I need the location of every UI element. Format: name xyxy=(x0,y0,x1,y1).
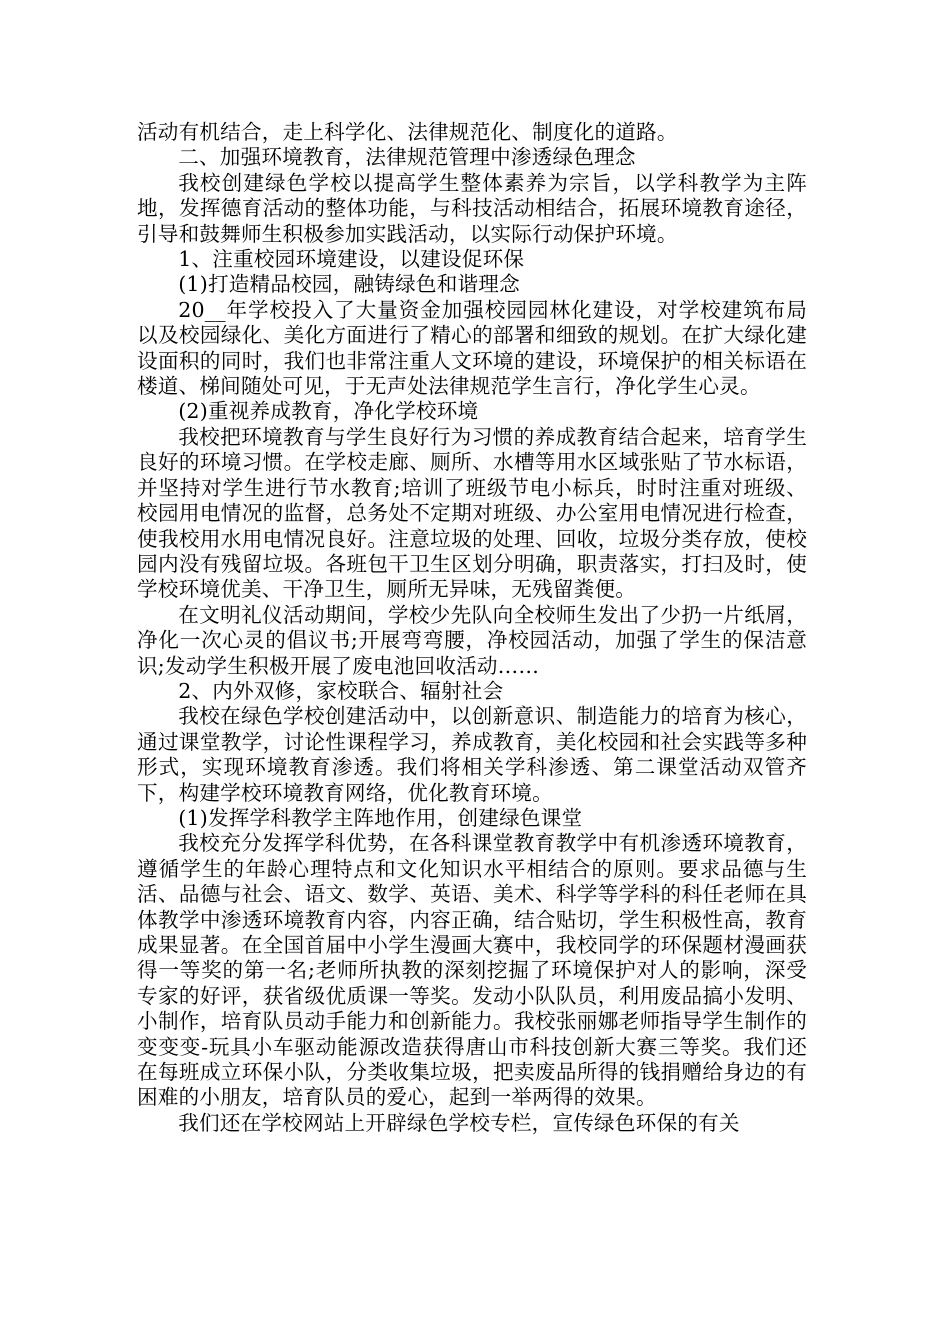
section-heading-2: 二、加强环境教育，法律规范管理中渗透绿色理念 xyxy=(178,145,636,170)
paragraph-truncated: 我们还在学校网站上开辟绿色学校专栏，宣传绿色环保的有关 xyxy=(178,1110,740,1135)
item-heading-1: (1)打造精品校园，融铸绿色和谐理念 xyxy=(178,272,520,297)
paragraph: 我校把环境教育与学生良好行为习惯的养成教育结合起来，培育学生良好的环境习惯。在学校走廊、厕所、水槽等用水区域张贴了节水标语，并坚持对学生进行节水教育;培训了班级节电小标兵，时时注重对班级、校园用电情况的监督，总务处不定期对班级、办公室用电情况进行检查，使我校用水用电情况良好。注意垃圾的处理、回收，垃圾分类存放，使校园内没有残留垃圾。各班包干卫生区划分明确，职责落实，打扫及时，使学校环境优美、干净卫生，厕所无异味，无残留粪便。 xyxy=(137,424,807,602)
item-heading-2: (2)重视养成教育，净化学校环境 xyxy=(178,399,479,424)
document-body xyxy=(137,120,807,1136)
paragraph-continuation: 活动有机结合，走上科学化、法律规范化、制度化的道路。 xyxy=(137,120,678,144)
paragraph: 我校创建绿色学校以提高学生整体素养为宗旨，以学科教学为主阵地，发挥德育活动的整体功能，与科技活动相结合，拓展环境教育途径，引导和鼓舞师生积极参加实践活动，以实际行动保护环境。 xyxy=(137,170,807,246)
paragraph: 在文明礼仪活动期间，学校少先队向全校师生发出了少扔一片纸屑，净化一次心灵的倡议书;开展弯弯腰，净校园活动，加强了学生的保洁意识;发动学生积极开展了废电池回收活动…… xyxy=(137,602,807,678)
paragraph: 我校在绿色学校创建活动中，以创新意识、制造能力的培育为核心，通过课堂教学，讨论性课程学习，养成教育，美化校园和社会实践等多种形式，实现环境教育渗透。我们将相关学科渗透、第二课堂活动双管齐下，构建学校环境教育网络，优化教育环境。 xyxy=(137,704,807,805)
paragraph: 我校充分发挥学科优势，在各科课堂教育教学中有机渗透环境教育，遵循学生的年龄心理特点和文化知识水平相结合的原则。要求品德与生活、品德与社会、语文、数学、英语、美术、科学等学科的科任老师在具体教学中渗透环境教育内容，内容正确，结合贴切，学生积极性高，教育成果显著。在全国首届中小学生漫画大赛中，我校同学的环保题材漫画获得一等奖的第一名;老师所执教的深刻挖掘了环境保护对人的影响，深受专家的好评，获省级优质课一等奖。发动小队队员，利用废品搞小发明、小制作，培育队员动手能力和创新能力。我校张丽娜老师指导学生制作的变变变-玩具小车驱动能源改造获得唐山市科技创新大赛三等奖。我们还在每班成立环保小队，分类收集垃圾，把卖废品所得的钱捐赠给身边的有困难的小朋友，培育队员的爱心，起到一举两得的效果。 xyxy=(137,831,807,1110)
item-heading-1: (1)发挥学科教学主阵地作用，创建绿色课堂 xyxy=(178,805,583,830)
paragraph: 20__年学校投入了大量资金加强校园园林化建设，对学校建筑布局以及校园绿化、美化方面进行了精心的部署和细致的规划。在扩大绿化建设面积的同时，我们也非常注重人文环境的建设，环境保护的相关标语在楼道、梯间随处可见，于无声处法律规范学生言行，净化学生心灵。 xyxy=(137,297,807,399)
subsection-heading-1: 1、注重校园环境建设，以建设促环保 xyxy=(178,247,525,272)
subsection-heading-2: 2、内外双修，家校联合、辐射社会 xyxy=(178,678,504,703)
